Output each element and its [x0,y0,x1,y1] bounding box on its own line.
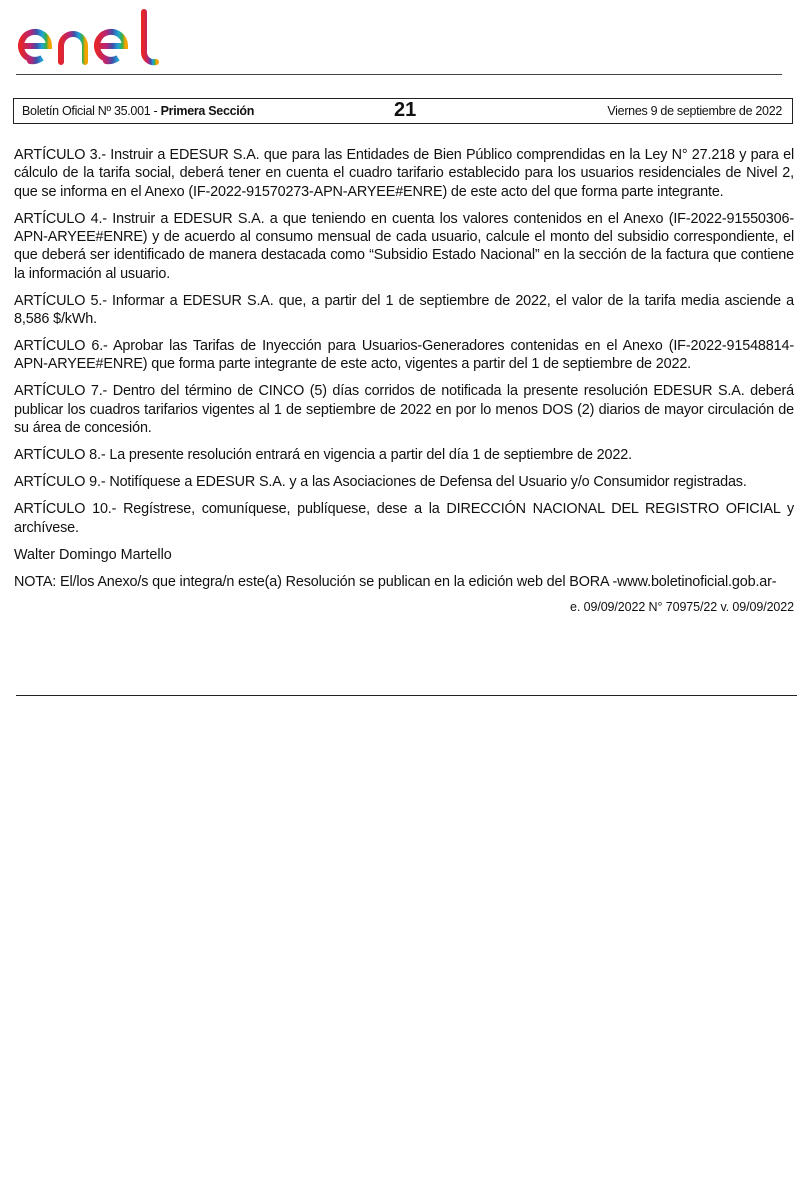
document-body [14,146,794,614]
bulletin-section: Primera Sección [160,104,255,118]
signature: Walter Domingo Martello [14,546,172,563]
publication-stamp: e. 09/09/2022 N° 70975/22 v. 09/09/2022 [570,599,794,614]
bulletin-header [13,98,793,124]
article-6: ARTÍCULO 6.- Aprobar las Tarifas de Inyección para Usuarios-Generadores contenidas en el Anexo (IF-2022-91548814-APN-ARYEE#ENRE) que forma parte integrante de este acto, vigentes a partir del 1 de septiembre de 2022. [14,338,794,373]
top-divider [16,74,782,75]
enel-logo [16,8,171,68]
page-number: 21 [394,99,417,121]
article-4: ARTÍCULO 4.- Instruir a EDESUR S.A. a que teniendo en cuenta los valores contenidos en el Anexo (IF-2022-91550306-APN-ARYEE#ENRE) y de acuerdo al consumo mensual de cada usuario, calcule el monto del subsidio correspondiente, el que deberá ser identificado de manera destacada como “Subsidio Estado Nacional” en la sección de la factura que contiene la información al usuario. [14,210,794,282]
bulletin-date: Viernes 9 de septiembre de 2022 [607,104,782,118]
article-7: ARTÍCULO 7.- Dentro del término de CINCO (5) días corridos de notificada la presente resolución EDESUR S.A. deberá publicar los cuadros tarifarios vigentes al 1 de septiembre de 2022 en por lo menos DOS (2) diarios de mayor circulación de su área de concesión. [14,383,794,437]
article-10: ARTÍCULO 10.- Regístrese, comuníquese, publíquese, dese a la DIRECCIÓN NACIONAL DEL REGISTRO OFICIAL y archívese. [14,501,794,536]
article-3: ARTÍCULO 3.- Instruir a EDESUR S.A. que para las Entidades de Bien Público comprendidas en la Ley N° 27.218 y para el cálculo de la tarifa social, deberá tener en cuenta el cuadro tarifario establecido para los usuarios residenciales de Nivel 2, que se informa en el Anexo (IF-2022-91570273-APN-ARYEE#ENRE) de este acto del que forma parte integrante. [14,147,794,200]
article-5: ARTÍCULO 5.- Informar a EDESUR S.A. que, a partir del 1 de septiembre de 2022, el valor de la tarifa media asciende a 8,586 $/kWh. [14,292,794,327]
bulletin-info [22,104,254,118]
bottom-divider [16,695,797,696]
article-8: ARTÍCULO 8.- La presente resolución entrará en vigencia a partir del día 1 de septiembre de 2022. [14,447,632,464]
note: NOTA: El/los Anexo/s que integra/n este(a) Resolución se publican en la edición web del BORA -www.boletinoficial.gob.ar- [14,573,777,590]
article-9: ARTÍCULO 9.- Notifíquese a EDESUR S.A. y a las Asociaciones de Defensa del Usuario y/o Consumidor registradas. [14,474,747,491]
bulletin-number: Boletín Oficial Nº 35.001 - [22,104,158,118]
